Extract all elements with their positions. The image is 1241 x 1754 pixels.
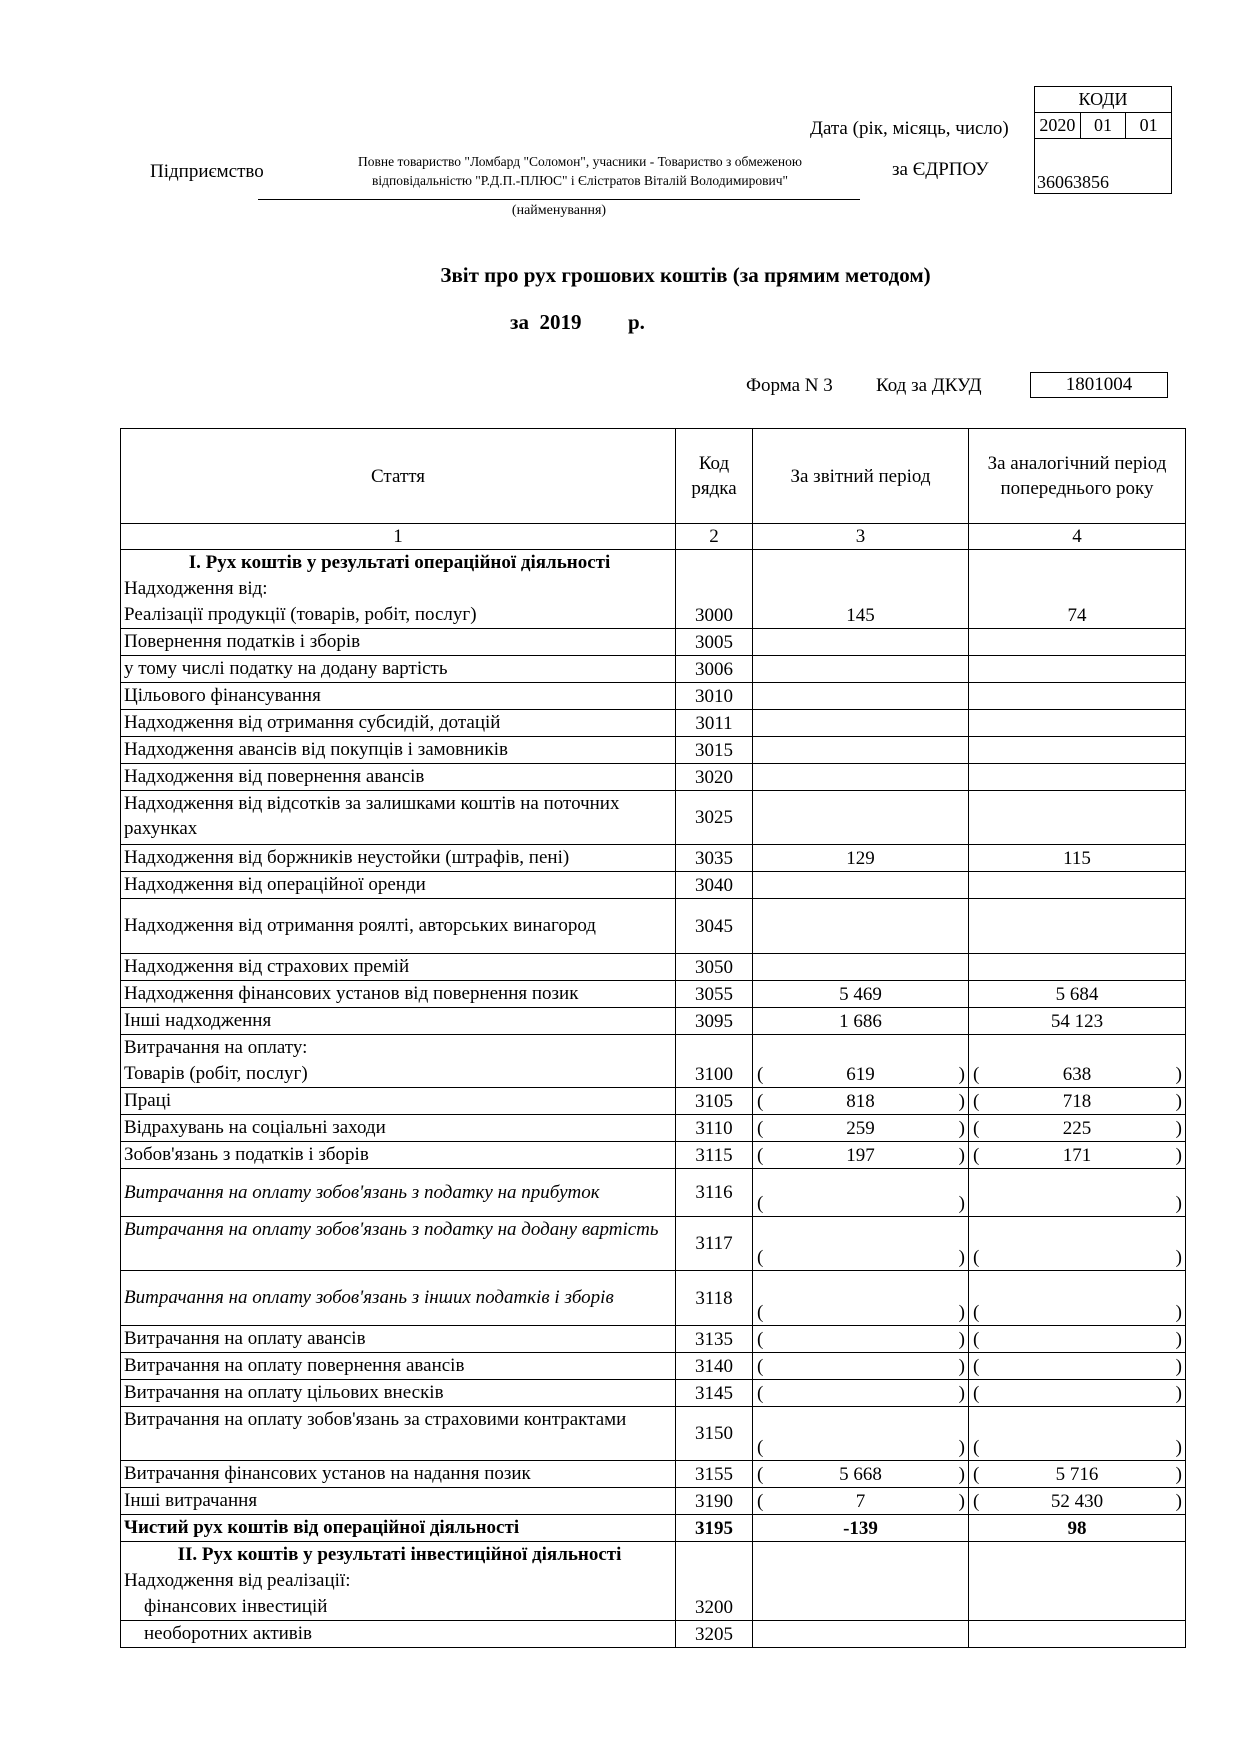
row-previous-value bbox=[969, 1088, 1186, 1115]
row-code: 3140 bbox=[676, 1353, 753, 1380]
row-code: 3055 bbox=[676, 981, 753, 1008]
table-row bbox=[121, 1353, 1186, 1380]
article-text: Надходження авансів від покупців і замовників bbox=[124, 739, 508, 760]
col-number: 4 bbox=[969, 524, 1186, 550]
row-code: 3116 bbox=[676, 1169, 753, 1217]
cash-flow-table bbox=[120, 428, 1186, 1648]
row-previous-value bbox=[969, 710, 1186, 737]
paren-close: ) bbox=[1175, 1302, 1182, 1323]
paren-open: ( bbox=[757, 1118, 764, 1139]
row-article bbox=[121, 1217, 676, 1271]
row-code: 3095 bbox=[676, 1008, 753, 1035]
value-text: 619 bbox=[846, 1064, 875, 1085]
row-article bbox=[121, 1169, 676, 1217]
row-current-value bbox=[753, 1461, 969, 1488]
table-row bbox=[121, 1461, 1186, 1488]
article-text: Інші надходження bbox=[124, 1010, 272, 1031]
paren-open: ( bbox=[973, 1091, 980, 1112]
row-code: 3015 bbox=[676, 737, 753, 764]
paren-close: ) bbox=[958, 1064, 965, 1085]
table-row bbox=[121, 629, 1186, 656]
article-text: II. Рух коштів у результаті інвестиційної діяльності bbox=[177, 1544, 622, 1565]
row-current-value bbox=[753, 629, 969, 656]
paren-close: ) bbox=[1175, 1091, 1182, 1112]
report-title: Звіт про рух грошових коштів (за прямим методом) bbox=[440, 263, 931, 287]
row-article bbox=[121, 1035, 676, 1088]
article-text: Повернення податків і зборів bbox=[124, 631, 361, 652]
date-year: 2020 bbox=[1035, 113, 1081, 139]
value-text: -139 bbox=[843, 1518, 878, 1539]
paren-close: ) bbox=[1175, 1247, 1182, 1268]
table-row bbox=[121, 1542, 1186, 1621]
table-row bbox=[121, 1380, 1186, 1407]
row-current-value bbox=[753, 1217, 969, 1271]
enterprise-name-line2: відповідальністю "Р.Д.П.-ПЛЮС" і Єлістратов Віталій Володимирович" bbox=[371, 173, 789, 188]
paren-open: ( bbox=[757, 1464, 764, 1485]
table-row bbox=[121, 981, 1186, 1008]
paren-close: ) bbox=[958, 1145, 965, 1166]
row-previous-value bbox=[969, 550, 1186, 629]
article-text: Чистий рух коштів від операційної діяльності bbox=[124, 1517, 520, 1538]
row-code: 3110 bbox=[676, 1115, 753, 1142]
codes-title: КОДИ bbox=[1035, 87, 1172, 113]
row-previous-value bbox=[969, 1142, 1186, 1169]
paren-open: ( bbox=[757, 1329, 764, 1350]
row-article bbox=[121, 981, 676, 1008]
paren-close: ) bbox=[1175, 1383, 1182, 1404]
article-text: Праці bbox=[124, 1090, 172, 1111]
row-code: 3135 bbox=[676, 1326, 753, 1353]
row-article bbox=[121, 1488, 676, 1515]
row-code: 3040 bbox=[676, 872, 753, 899]
article-text: Товарів (робіт, послуг) bbox=[124, 1063, 308, 1084]
row-previous-value bbox=[969, 1515, 1186, 1542]
table-row bbox=[121, 737, 1186, 764]
paren-open: ( bbox=[757, 1356, 764, 1377]
row-previous-value bbox=[969, 1407, 1186, 1461]
paren-close: ) bbox=[1175, 1356, 1182, 1377]
row-article bbox=[121, 872, 676, 899]
paren-close: ) bbox=[958, 1247, 965, 1268]
article-text: Надходження фінансових установ від повернення позик bbox=[124, 983, 579, 1004]
row-article bbox=[121, 954, 676, 981]
row-current-value bbox=[753, 1326, 969, 1353]
enterprise-name-line1: Повне товариство "Ломбард "Соломон", учасники - Товариство з обмеженою bbox=[358, 154, 802, 169]
row-current-value bbox=[753, 1621, 969, 1648]
article-text: I. Рух коштів у результаті операційної діяльності bbox=[188, 552, 611, 573]
row-current-value bbox=[753, 954, 969, 981]
value-text: 718 bbox=[1062, 1091, 1092, 1112]
period-prefix: за bbox=[510, 310, 529, 334]
row-code: 3118 bbox=[676, 1271, 753, 1326]
table-row bbox=[121, 1488, 1186, 1515]
article-text: Витрачання на оплату зобов'язань з податку на додану вартість bbox=[124, 1219, 659, 1240]
article-text: Надходження від отримання роялті, авторських винагород bbox=[124, 915, 596, 936]
value-text: 7 bbox=[855, 1491, 866, 1512]
row-code: 3200 bbox=[676, 1542, 753, 1621]
article-text: Надходження від страхових премій bbox=[124, 956, 410, 977]
row-previous-value bbox=[969, 1461, 1186, 1488]
article-text: Надходження від повернення авансів bbox=[124, 766, 425, 787]
row-code: 3195 bbox=[676, 1515, 753, 1542]
row-article bbox=[121, 656, 676, 683]
row-previous-value bbox=[969, 1353, 1186, 1380]
article-text: фінансових інвестицій bbox=[144, 1596, 328, 1617]
row-article bbox=[121, 1115, 676, 1142]
row-code: 3105 bbox=[676, 1088, 753, 1115]
header-current: За звітний період bbox=[753, 429, 969, 524]
paren-close: ) bbox=[1175, 1193, 1182, 1214]
table-row bbox=[121, 710, 1186, 737]
enterprise-caption: (найменування) bbox=[511, 203, 607, 218]
paren-close: ) bbox=[1175, 1064, 1182, 1085]
row-code: 3006 bbox=[676, 656, 753, 683]
article-text: Витрачання на оплату: bbox=[124, 1037, 308, 1058]
value-text: 5 668 bbox=[839, 1464, 882, 1485]
row-code: 3020 bbox=[676, 764, 753, 791]
value-text: 1 686 bbox=[839, 1011, 882, 1032]
date-month: 01 bbox=[1080, 113, 1126, 139]
row-previous-value bbox=[969, 656, 1186, 683]
article-text: Витрачання фінансових установ на надання позик bbox=[124, 1463, 531, 1484]
value-text: 5 716 bbox=[1055, 1464, 1099, 1485]
table-row bbox=[121, 1515, 1186, 1542]
table-row bbox=[121, 683, 1186, 710]
row-previous-value bbox=[969, 1008, 1186, 1035]
paren-open: ( bbox=[973, 1302, 980, 1323]
row-article bbox=[121, 1008, 676, 1035]
col-number: 1 bbox=[121, 524, 676, 550]
paren-close: ) bbox=[958, 1464, 965, 1485]
paren-open: ( bbox=[757, 1302, 764, 1323]
col-number: 3 bbox=[753, 524, 969, 550]
row-current-value bbox=[753, 1169, 969, 1217]
form-number: Форма N 3 bbox=[746, 375, 833, 396]
value-text: 225 bbox=[1062, 1118, 1092, 1139]
article-text: Витрачання на оплату авансів bbox=[124, 1328, 366, 1349]
row-article bbox=[121, 1353, 676, 1380]
row-previous-value bbox=[969, 954, 1186, 981]
date-label: Дата (рік, місяць, число) bbox=[810, 118, 1009, 139]
period-suffix: р. bbox=[627, 310, 645, 334]
row-previous-value bbox=[969, 1542, 1186, 1621]
article-text: Реалізації продукції (товарів, робіт, послуг) bbox=[124, 604, 477, 625]
period-year: 2019 bbox=[539, 310, 582, 334]
value-text: 638 bbox=[1062, 1064, 1092, 1085]
paren-close: ) bbox=[958, 1491, 965, 1512]
table-row bbox=[121, 656, 1186, 683]
row-previous-value bbox=[969, 1488, 1186, 1515]
row-current-value bbox=[753, 1488, 969, 1515]
value-text: 5 469 bbox=[839, 984, 882, 1005]
row-code: 3035 bbox=[676, 845, 753, 872]
article-text: Інші витрачання bbox=[124, 1490, 258, 1511]
table-row bbox=[121, 1621, 1186, 1648]
row-article bbox=[121, 1380, 676, 1407]
row-code: 3045 bbox=[676, 899, 753, 954]
row-current-value bbox=[753, 1271, 969, 1326]
value-text: 52 430 bbox=[1050, 1491, 1104, 1512]
table-row bbox=[121, 845, 1186, 872]
value-text: 98 bbox=[1067, 1518, 1087, 1539]
paren-open: ( bbox=[973, 1464, 980, 1485]
article-text: Надходження від боржників неустойки (штрафів, пені) bbox=[124, 847, 570, 868]
row-article bbox=[121, 1271, 676, 1326]
paren-close: ) bbox=[1175, 1437, 1182, 1458]
row-code: 3005 bbox=[676, 629, 753, 656]
row-code: 3155 bbox=[676, 1461, 753, 1488]
paren-open: ( bbox=[757, 1437, 764, 1458]
row-current-value bbox=[753, 1142, 969, 1169]
paren-open: ( bbox=[757, 1064, 764, 1085]
row-code: 3000 bbox=[676, 550, 753, 629]
row-code: 3010 bbox=[676, 683, 753, 710]
article-text: Надходження від відсотків за залишками коштів на поточних рахунках bbox=[124, 793, 620, 839]
paren-open: ( bbox=[973, 1491, 980, 1512]
value-text: 145 bbox=[846, 605, 875, 626]
row-previous-value bbox=[969, 764, 1186, 791]
row-code: 3190 bbox=[676, 1488, 753, 1515]
paren-open: ( bbox=[757, 1091, 764, 1112]
paren-close: ) bbox=[958, 1091, 965, 1112]
paren-close: ) bbox=[1175, 1329, 1182, 1350]
paren-close: ) bbox=[1175, 1464, 1182, 1485]
row-previous-value bbox=[969, 737, 1186, 764]
row-previous-value bbox=[969, 1621, 1186, 1648]
dkud-label: Код за ДКУД bbox=[876, 375, 982, 396]
row-previous-value bbox=[969, 845, 1186, 872]
row-previous-value bbox=[969, 791, 1186, 845]
paren-open: ( bbox=[973, 1064, 980, 1085]
row-article bbox=[121, 1542, 676, 1621]
row-article bbox=[121, 629, 676, 656]
value-text: 74 bbox=[1067, 605, 1087, 626]
row-code: 3205 bbox=[676, 1621, 753, 1648]
table-row bbox=[121, 1271, 1186, 1326]
row-article bbox=[121, 1407, 676, 1461]
row-current-value bbox=[753, 550, 969, 629]
row-code: 3145 bbox=[676, 1380, 753, 1407]
table-row bbox=[121, 1035, 1186, 1088]
row-current-value bbox=[753, 1008, 969, 1035]
row-article bbox=[121, 899, 676, 954]
paren-open: ( bbox=[973, 1356, 980, 1377]
paren-close: ) bbox=[958, 1193, 965, 1214]
row-previous-value bbox=[969, 1271, 1186, 1326]
paren-close: ) bbox=[958, 1329, 965, 1350]
paren-open: ( bbox=[973, 1329, 980, 1350]
value-text: 197 bbox=[846, 1145, 875, 1166]
table-row bbox=[121, 899, 1186, 954]
row-article bbox=[121, 550, 676, 629]
article-text: Цільового фінансування bbox=[124, 685, 321, 706]
article-text: Надходження від операційної оренди bbox=[124, 874, 426, 895]
paren-open: ( bbox=[757, 1193, 764, 1214]
enterprise-underline bbox=[258, 199, 860, 200]
table-row bbox=[121, 1169, 1186, 1217]
table-row bbox=[121, 550, 1186, 629]
row-current-value bbox=[753, 1515, 969, 1542]
paren-open: ( bbox=[973, 1437, 980, 1458]
paren-close: ) bbox=[958, 1356, 965, 1377]
row-code: 3100 bbox=[676, 1035, 753, 1088]
row-previous-value bbox=[969, 899, 1186, 954]
row-article bbox=[121, 1088, 676, 1115]
header-previous: За аналогічний період попереднього року bbox=[969, 429, 1186, 524]
row-current-value bbox=[753, 737, 969, 764]
row-current-value bbox=[753, 1542, 969, 1621]
row-code: 3150 bbox=[676, 1407, 753, 1461]
row-previous-value bbox=[969, 1217, 1186, 1271]
row-article bbox=[121, 683, 676, 710]
article-text: Витрачання на оплату зобов'язань за страховими контрактами bbox=[124, 1409, 627, 1430]
paren-open: ( bbox=[757, 1145, 764, 1166]
row-code: 3025 bbox=[676, 791, 753, 845]
article-text: Витрачання на оплату зобов'язань з податку на прибуток bbox=[124, 1182, 600, 1203]
row-previous-value bbox=[969, 1035, 1186, 1088]
paren-open: ( bbox=[973, 1247, 980, 1268]
table-row bbox=[121, 1217, 1186, 1271]
article-text: Зобов'язань з податків і зборів bbox=[124, 1144, 369, 1165]
row-previous-value bbox=[969, 872, 1186, 899]
row-current-value bbox=[753, 1353, 969, 1380]
paren-open: ( bbox=[973, 1145, 980, 1166]
row-current-value bbox=[753, 899, 969, 954]
row-previous-value bbox=[969, 1326, 1186, 1353]
edrpou-value: 36063856 bbox=[1035, 139, 1172, 194]
table-row bbox=[121, 764, 1186, 791]
row-previous-value bbox=[969, 1380, 1186, 1407]
row-article bbox=[121, 710, 676, 737]
paren-close: ) bbox=[1175, 1145, 1182, 1166]
row-current-value bbox=[753, 981, 969, 1008]
row-previous-value bbox=[969, 629, 1186, 656]
table-row bbox=[121, 1326, 1186, 1353]
value-text: 818 bbox=[846, 1091, 875, 1112]
value-text: 129 bbox=[846, 848, 875, 869]
value-text: 54 123 bbox=[1050, 1011, 1104, 1032]
row-current-value bbox=[753, 656, 969, 683]
article-text: Відрахувань на соціальні заходи bbox=[124, 1117, 386, 1138]
article-text: Надходження від: bbox=[124, 578, 268, 599]
value-text: 259 bbox=[846, 1118, 875, 1139]
paren-open: ( bbox=[973, 1118, 980, 1139]
article-text: у тому числі податку на додану вартість bbox=[124, 658, 448, 679]
row-current-value bbox=[753, 1088, 969, 1115]
codes-box bbox=[1034, 86, 1172, 194]
paren-open: ( bbox=[973, 1383, 980, 1404]
col-number: 2 bbox=[676, 524, 753, 550]
row-current-value bbox=[753, 1380, 969, 1407]
table-row bbox=[121, 1115, 1186, 1142]
enterprise-name bbox=[300, 152, 860, 190]
row-code: 3011 bbox=[676, 710, 753, 737]
table-row bbox=[121, 1008, 1186, 1035]
row-article bbox=[121, 1142, 676, 1169]
row-code: 3117 bbox=[676, 1217, 753, 1271]
table-row bbox=[121, 872, 1186, 899]
paren-close: ) bbox=[958, 1302, 965, 1323]
value-text: 5 684 bbox=[1055, 984, 1099, 1005]
row-current-value bbox=[753, 710, 969, 737]
row-current-value bbox=[753, 845, 969, 872]
row-code: 3115 bbox=[676, 1142, 753, 1169]
row-article bbox=[121, 764, 676, 791]
row-code: 3050 bbox=[676, 954, 753, 981]
table-row bbox=[121, 1088, 1186, 1115]
table-row bbox=[121, 954, 1186, 981]
paren-open: ( bbox=[757, 1247, 764, 1268]
row-current-value bbox=[753, 791, 969, 845]
row-article bbox=[121, 1461, 676, 1488]
report-period bbox=[510, 310, 645, 335]
row-current-value bbox=[753, 683, 969, 710]
article-text: необоротних активів bbox=[144, 1623, 313, 1644]
paren-close: ) bbox=[958, 1383, 965, 1404]
row-previous-value bbox=[969, 981, 1186, 1008]
paren-close: ) bbox=[1175, 1118, 1182, 1139]
row-current-value bbox=[753, 1115, 969, 1142]
article-text: Надходження від реалізації: bbox=[124, 1570, 351, 1591]
row-article bbox=[121, 845, 676, 872]
article-text: Витрачання на оплату зобов'язань з інших податків і зборів bbox=[124, 1287, 614, 1308]
row-article bbox=[121, 1326, 676, 1353]
edrpou-label: за ЄДРПОУ bbox=[892, 159, 989, 180]
article-text: Витрачання на оплату цільових внесків bbox=[124, 1382, 444, 1403]
row-article bbox=[121, 791, 676, 845]
row-current-value bbox=[753, 1407, 969, 1461]
table-row bbox=[121, 1407, 1186, 1461]
paren-close: ) bbox=[958, 1437, 965, 1458]
row-previous-value bbox=[969, 683, 1186, 710]
article-text: Надходження від отримання субсидій, дотацій bbox=[124, 712, 501, 733]
row-previous-value bbox=[969, 1115, 1186, 1142]
value-text: 115 bbox=[1063, 848, 1091, 869]
header-article: Стаття bbox=[121, 429, 676, 524]
row-previous-value bbox=[969, 1169, 1186, 1217]
date-day: 01 bbox=[1126, 113, 1172, 139]
paren-open: ( bbox=[757, 1491, 764, 1512]
article-text: Витрачання на оплату повернення авансів bbox=[124, 1355, 465, 1376]
row-current-value bbox=[753, 872, 969, 899]
row-current-value bbox=[753, 764, 969, 791]
table-row bbox=[121, 1142, 1186, 1169]
paren-open: ( bbox=[757, 1383, 764, 1404]
enterprise-label: Підприємство bbox=[150, 161, 264, 182]
row-current-value bbox=[753, 1035, 969, 1088]
row-article bbox=[121, 1515, 676, 1542]
row-article bbox=[121, 1621, 676, 1648]
value-text: 171 bbox=[1062, 1145, 1092, 1166]
paren-close: ) bbox=[958, 1118, 965, 1139]
dkud-value: 1801004 bbox=[1030, 372, 1168, 398]
header-code: Код рядка bbox=[676, 429, 753, 524]
paren-close: ) bbox=[1175, 1491, 1182, 1512]
row-article bbox=[121, 737, 676, 764]
table-row bbox=[121, 791, 1186, 845]
